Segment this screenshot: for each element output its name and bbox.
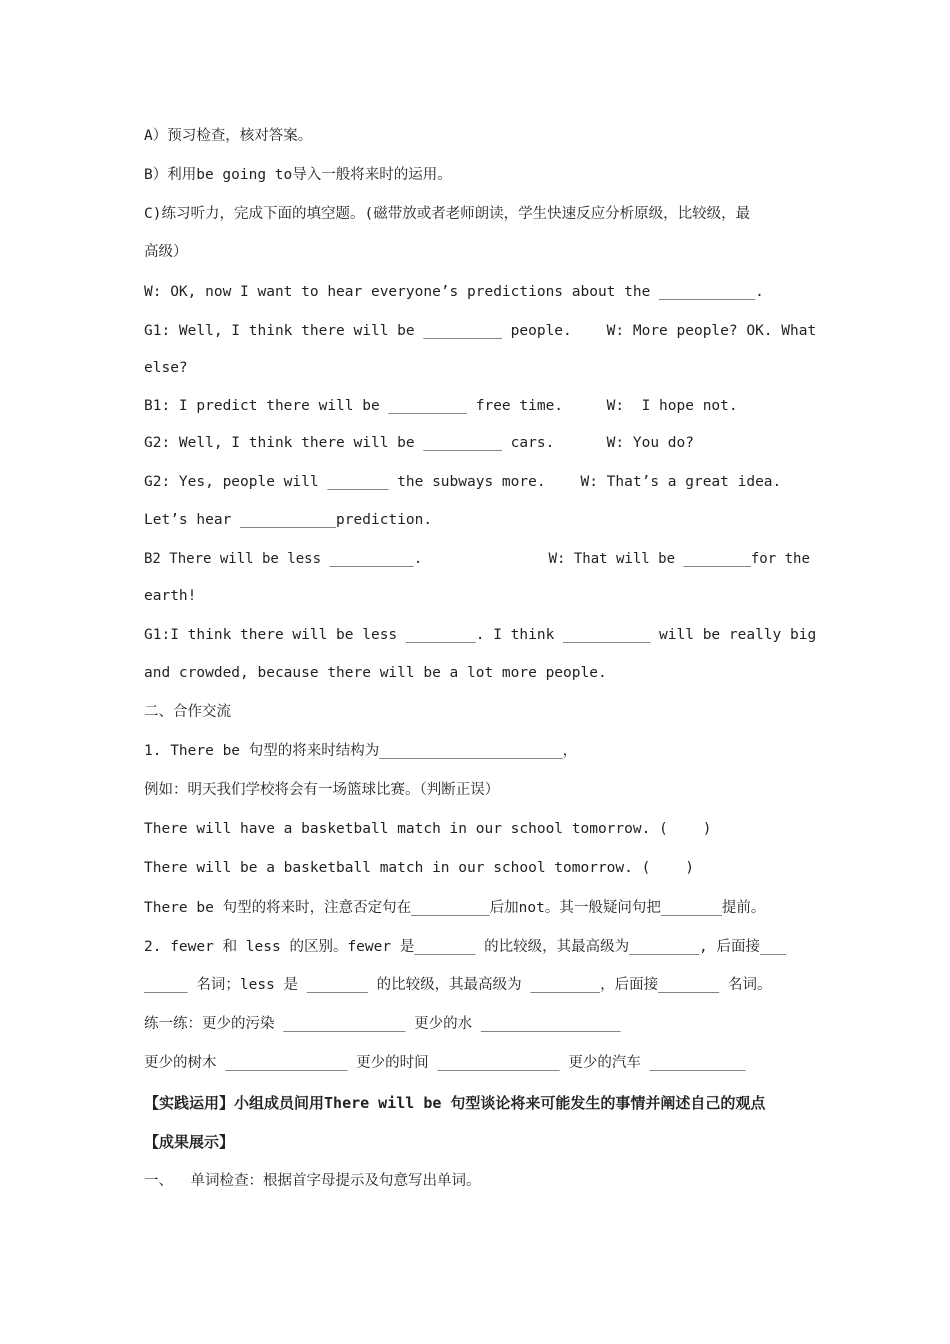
- text-line: G2: Yes, people will _______ the subways more. W: That’s a great idea.: [144, 474, 782, 490]
- word-check-heading: 一、 单词检查：根据首字母提示及句意写出单词。: [144, 1173, 481, 1189]
- practice-heading: 【实践运用】小组成员间用There will be 句型谈论将来可能发生的事情并阐述自己的观点: [144, 1094, 766, 1112]
- text-line: B2 There will be less __________. W: That will be ________for the: [144, 551, 810, 567]
- text-line: C)练习听力，完成下面的填空题。(磁带放或者老师朗读，学生快速反应分析原级，比较级，最: [144, 206, 751, 222]
- text-line: 例如：明天我们学校将会有一场篮球比赛。（判断正误）: [144, 782, 500, 798]
- text-line: 1. There be 句型的将来时结构为_____________________，: [144, 743, 578, 759]
- text-line: _____ 名词；less 是 _______ 的比较级，其最高级为 ________，后面接_______ 名词。: [144, 977, 772, 993]
- text-line: G2: Well, I think there will be _________ cars. W: You do?: [144, 435, 694, 451]
- text-line: 更少的树木 ______________ 更少的时间 ______________ 更少的汽车 ___________: [144, 1055, 746, 1071]
- results-heading: 【成果展示】: [144, 1133, 235, 1151]
- section-heading: 二、合作交流: [144, 704, 231, 720]
- text-line: B）利用be going to导入一般将来时的运用。: [144, 167, 452, 183]
- text-line: There will be a basketball match in our school tomorrow. ( ): [144, 860, 694, 876]
- text-line: 高级）: [144, 244, 188, 260]
- text-line: B1: I predict there will be _________ free time. W: I hope not.: [144, 398, 738, 414]
- text-line: 练一练：更少的污染 ______________ 更少的水 ________________: [144, 1016, 621, 1032]
- text-line: There will have a basketball match in our school tomorrow. ( ): [144, 821, 712, 837]
- text-line: earth!: [144, 588, 197, 604]
- text-line: Let’s hear ___________prediction.: [144, 512, 433, 528]
- text-line: There be 句型的将来时，注意否定句在_________后加not。其一般疑问句把_______提前。: [144, 900, 766, 916]
- text-line: W: OK, now I want to hear everyone’s predictions about the ___________.: [144, 284, 764, 300]
- text-line: G1:I think there will be less ________. I think __________ will be really big: [144, 627, 817, 643]
- text-line: 2. fewer 和 less 的区别。fewer 是_______ 的比较级，其最高级为________, 后面接___: [144, 939, 787, 955]
- text-line: G1: Well, I think there will be _________ people. W: More people? OK. What: [144, 323, 817, 339]
- text-line: else?: [144, 360, 188, 376]
- text-line: A）预习检查，核对答案。: [144, 128, 313, 144]
- text-line: and crowded, because there will be a lot more people.: [144, 665, 607, 681]
